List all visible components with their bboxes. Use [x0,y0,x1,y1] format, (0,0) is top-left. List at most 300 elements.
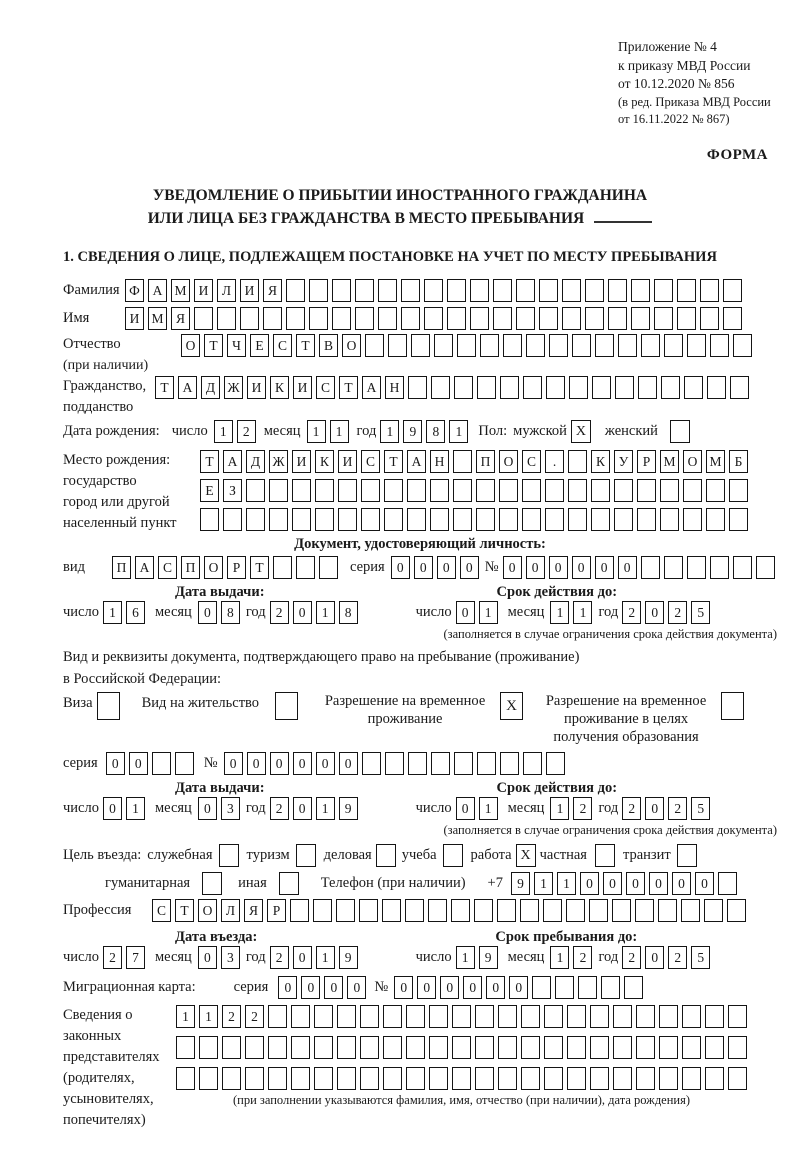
char-cell[interactable] [522,479,541,502]
char-cell[interactable] [569,376,588,399]
char-cell[interactable] [500,376,519,399]
char-cell[interactable] [319,556,338,579]
char-cell[interactable] [544,1036,563,1059]
char-cell[interactable] [516,279,535,302]
char-cell[interactable] [705,1067,724,1090]
char-cell[interactable] [710,556,729,579]
char-cell[interactable] [406,1067,425,1090]
char-cell[interactable] [637,479,656,502]
char-cell[interactable] [637,508,656,531]
char-cell[interactable]: 0 [549,556,568,579]
char-cell[interactable]: Т [200,450,219,473]
char-cell[interactable] [453,450,472,473]
char-cell[interactable]: Л [217,279,236,302]
char-cell[interactable] [499,479,518,502]
char-cell[interactable]: 0 [103,797,122,820]
char-cell[interactable] [682,1036,701,1059]
char-cell[interactable] [544,1067,563,1090]
char-cell[interactable] [457,334,476,357]
char-cell[interactable] [384,508,403,531]
char-cell[interactable] [493,279,512,302]
char-cell[interactable]: 1 [176,1005,195,1028]
char-cell[interactable]: Т [155,376,174,399]
char-cell[interactable]: Р [637,450,656,473]
char-cell[interactable] [424,307,443,330]
char-cell[interactable]: Б [729,450,748,473]
char-cell[interactable] [615,376,634,399]
char-cell[interactable]: И [125,307,144,330]
char-cell[interactable]: 0 [198,797,217,820]
char-cell[interactable]: 9 [403,420,422,443]
char-cell[interactable]: 0 [486,976,505,999]
char-cell[interactable] [608,307,627,330]
char-cell[interactable] [682,1067,701,1090]
char-cell[interactable] [362,752,381,775]
char-cell[interactable] [624,976,643,999]
char-cell[interactable] [407,479,426,502]
char-cell[interactable] [589,899,608,922]
char-cell[interactable] [337,1036,356,1059]
char-cell[interactable] [562,307,581,330]
char-cell[interactable] [567,1067,586,1090]
char-cell[interactable]: 2 [668,946,687,969]
char-cell[interactable]: П [112,556,131,579]
char-cell[interactable]: 1 [456,946,475,969]
char-cell[interactable]: 2 [270,946,289,969]
char-cell[interactable] [730,376,749,399]
char-cell[interactable] [337,1005,356,1028]
char-cell[interactable]: 0 [339,752,358,775]
char-cell[interactable]: 8 [339,601,358,624]
char-cell[interactable] [452,1005,471,1028]
char-cell[interactable] [590,1036,609,1059]
temp-residence-checkbox[interactable]: X [500,692,523,720]
char-cell[interactable] [200,508,219,531]
char-cell[interactable]: О [204,556,223,579]
char-cell[interactable]: З [223,479,242,502]
char-cell[interactable] [429,1005,448,1028]
char-cell[interactable] [728,1067,747,1090]
char-cell[interactable]: 1 [479,601,498,624]
char-cell[interactable]: Р [267,899,286,922]
char-cell[interactable] [700,307,719,330]
char-cell[interactable] [359,899,378,922]
char-cell[interactable] [176,1036,195,1059]
char-cell[interactable]: 1 [199,1005,218,1028]
char-cell[interactable] [638,376,657,399]
char-cell[interactable]: А [407,450,426,473]
char-cell[interactable] [631,307,650,330]
char-cell[interactable]: 2 [622,797,641,820]
char-cell[interactable]: С [273,334,292,357]
char-cell[interactable] [503,334,522,357]
char-cell[interactable]: 0 [324,976,343,999]
purpose-work-checkbox[interactable]: X [516,844,536,867]
char-cell[interactable]: 1 [330,420,349,443]
char-cell[interactable] [516,307,535,330]
char-cell[interactable]: 1 [550,946,569,969]
char-cell[interactable]: А [135,556,154,579]
char-cell[interactable]: Я [263,279,282,302]
char-cell[interactable] [332,307,351,330]
char-cell[interactable] [384,479,403,502]
char-cell[interactable]: Т [175,899,194,922]
char-cell[interactable]: Я [171,307,190,330]
char-cell[interactable] [546,752,565,775]
char-cell[interactable]: 0 [417,976,436,999]
char-cell[interactable] [562,279,581,302]
char-cell[interactable]: Ж [269,450,288,473]
char-cell[interactable]: 1 [380,420,399,443]
char-cell[interactable]: 2 [668,601,687,624]
char-cell[interactable]: 1 [479,797,498,820]
char-cell[interactable]: 0 [580,872,599,895]
char-cell[interactable]: 5 [691,797,710,820]
char-cell[interactable] [661,376,680,399]
char-cell[interactable] [613,1036,632,1059]
char-cell[interactable] [477,752,496,775]
char-cell[interactable] [378,307,397,330]
char-cell[interactable]: 2 [622,946,641,969]
char-cell[interactable] [405,899,424,922]
char-cell[interactable] [705,1036,724,1059]
char-cell[interactable]: Л [221,899,240,922]
char-cell[interactable] [401,279,420,302]
char-cell[interactable]: 0 [129,752,148,775]
purpose-tourism-checkbox[interactable] [296,844,316,867]
char-cell[interactable]: 0 [198,946,217,969]
char-cell[interactable] [687,556,706,579]
sex-female-checkbox[interactable] [670,420,690,443]
char-cell[interactable]: И [293,376,312,399]
char-cell[interactable]: 1 [103,601,122,624]
char-cell[interactable] [635,899,654,922]
char-cell[interactable] [613,1005,632,1028]
char-cell[interactable] [728,1036,747,1059]
sex-male-checkbox[interactable]: X [571,420,591,443]
char-cell[interactable] [429,1067,448,1090]
char-cell[interactable] [681,899,700,922]
char-cell[interactable] [522,508,541,531]
purpose-other-checkbox[interactable] [279,872,299,895]
char-cell[interactable] [309,279,328,302]
char-cell[interactable]: 1 [449,420,468,443]
char-cell[interactable] [729,479,748,502]
char-cell[interactable] [499,508,518,531]
char-cell[interactable] [659,1036,678,1059]
char-cell[interactable] [291,1036,310,1059]
char-cell[interactable] [292,479,311,502]
char-cell[interactable] [585,307,604,330]
char-cell[interactable]: 0 [572,556,591,579]
char-cell[interactable] [454,752,473,775]
char-cell[interactable] [385,752,404,775]
char-cell[interactable] [286,307,305,330]
char-cell[interactable] [539,279,558,302]
char-cell[interactable] [268,1005,287,1028]
char-cell[interactable]: 2 [573,946,592,969]
char-cell[interactable] [682,1005,701,1028]
char-cell[interactable] [654,307,673,330]
char-cell[interactable] [591,508,610,531]
char-cell[interactable]: У [614,450,633,473]
purpose-official-checkbox[interactable] [219,844,239,867]
char-cell[interactable] [705,1005,724,1028]
char-cell[interactable]: 1 [550,797,569,820]
char-cell[interactable] [636,1036,655,1059]
char-cell[interactable]: 0 [503,556,522,579]
char-cell[interactable]: 1 [316,797,335,820]
char-cell[interactable] [360,1036,379,1059]
char-cell[interactable]: К [270,376,289,399]
char-cell[interactable] [411,334,430,357]
char-cell[interactable] [601,976,620,999]
char-cell[interactable]: 0 [278,976,297,999]
char-cell[interactable]: 0 [270,752,289,775]
char-cell[interactable]: 0 [224,752,243,775]
char-cell[interactable]: О [198,899,217,922]
char-cell[interactable]: 8 [221,601,240,624]
char-cell[interactable]: . [545,450,564,473]
purpose-transit-checkbox[interactable] [677,844,697,867]
char-cell[interactable]: М [148,307,167,330]
char-cell[interactable] [313,899,332,922]
char-cell[interactable] [677,307,696,330]
char-cell[interactable] [497,899,516,922]
char-cell[interactable] [636,1067,655,1090]
char-cell[interactable] [664,556,683,579]
char-cell[interactable]: 0 [440,976,459,999]
char-cell[interactable]: 3 [221,946,240,969]
char-cell[interactable]: 0 [526,556,545,579]
char-cell[interactable]: 0 [649,872,668,895]
char-cell[interactable]: С [158,556,177,579]
char-cell[interactable] [641,556,660,579]
char-cell[interactable]: 0 [645,797,664,820]
char-cell[interactable]: 1 [316,601,335,624]
char-cell[interactable] [687,334,706,357]
char-cell[interactable] [383,1005,402,1028]
char-cell[interactable] [286,279,305,302]
char-cell[interactable]: 1 [214,420,233,443]
char-cell[interactable] [572,334,591,357]
char-cell[interactable]: Т [204,334,223,357]
char-cell[interactable] [315,508,334,531]
char-cell[interactable]: 1 [316,946,335,969]
char-cell[interactable] [480,334,499,357]
char-cell[interactable] [378,279,397,302]
char-cell[interactable] [314,1036,333,1059]
char-cell[interactable] [263,307,282,330]
char-cell[interactable] [477,376,496,399]
char-cell[interactable]: В [319,334,338,357]
char-cell[interactable]: Ч [227,334,246,357]
char-cell[interactable] [355,279,374,302]
char-cell[interactable]: М [706,450,725,473]
char-cell[interactable]: 2 [270,601,289,624]
char-cell[interactable]: 1 [573,601,592,624]
char-cell[interactable]: О [181,334,200,357]
char-cell[interactable]: И [240,279,259,302]
char-cell[interactable]: 1 [557,872,576,895]
char-cell[interactable]: 9 [339,797,358,820]
char-cell[interactable] [592,376,611,399]
char-cell[interactable]: 0 [247,752,266,775]
char-cell[interactable] [383,1036,402,1059]
char-cell[interactable] [704,899,723,922]
char-cell[interactable]: Ж [224,376,243,399]
char-cell[interactable] [733,334,752,357]
char-cell[interactable] [756,556,775,579]
char-cell[interactable] [291,1005,310,1028]
char-cell[interactable]: 0 [456,601,475,624]
char-cell[interactable]: И [292,450,311,473]
char-cell[interactable]: 0 [460,556,479,579]
char-cell[interactable]: 0 [595,556,614,579]
char-cell[interactable]: О [342,334,361,357]
char-cell[interactable]: А [178,376,197,399]
char-cell[interactable] [568,479,587,502]
char-cell[interactable]: 0 [618,556,637,579]
char-cell[interactable]: Н [430,450,449,473]
char-cell[interactable] [729,508,748,531]
char-cell[interactable] [453,479,472,502]
char-cell[interactable] [585,279,604,302]
char-cell[interactable] [684,376,703,399]
char-cell[interactable] [614,479,633,502]
char-cell[interactable]: Н [385,376,404,399]
char-cell[interactable]: 6 [126,601,145,624]
char-cell[interactable]: О [683,450,702,473]
char-cell[interactable]: 0 [437,556,456,579]
char-cell[interactable]: Т [296,334,315,357]
char-cell[interactable] [498,1067,517,1090]
char-cell[interactable] [383,1067,402,1090]
char-cell[interactable] [245,1067,264,1090]
residence-permit-checkbox[interactable] [275,692,298,720]
char-cell[interactable]: 0 [463,976,482,999]
char-cell[interactable]: 1 [307,420,326,443]
char-cell[interactable] [337,1067,356,1090]
char-cell[interactable] [549,334,568,357]
char-cell[interactable] [706,479,725,502]
char-cell[interactable] [613,1067,632,1090]
char-cell[interactable]: 5 [691,946,710,969]
char-cell[interactable] [636,1005,655,1028]
char-cell[interactable] [520,899,539,922]
char-cell[interactable] [660,508,679,531]
char-cell[interactable] [521,1036,540,1059]
char-cell[interactable]: 0 [414,556,433,579]
char-cell[interactable] [590,1067,609,1090]
char-cell[interactable] [677,279,696,302]
char-cell[interactable] [567,1005,586,1028]
char-cell[interactable] [475,1067,494,1090]
char-cell[interactable]: К [591,450,610,473]
char-cell[interactable] [365,334,384,357]
char-cell[interactable]: Е [250,334,269,357]
char-cell[interactable] [500,752,519,775]
char-cell[interactable]: И [338,450,357,473]
char-cell[interactable] [382,899,401,922]
char-cell[interactable] [727,899,746,922]
char-cell[interactable] [428,899,447,922]
char-cell[interactable] [152,752,171,775]
char-cell[interactable]: 9 [339,946,358,969]
char-cell[interactable] [451,899,470,922]
char-cell[interactable] [360,1067,379,1090]
char-cell[interactable]: 0 [626,872,645,895]
char-cell[interactable] [292,508,311,531]
char-cell[interactable] [291,1067,310,1090]
char-cell[interactable]: С [316,376,335,399]
char-cell[interactable] [498,1036,517,1059]
char-cell[interactable] [408,752,427,775]
char-cell[interactable] [424,279,443,302]
char-cell[interactable] [332,279,351,302]
char-cell[interactable] [660,479,679,502]
char-cell[interactable] [658,899,677,922]
char-cell[interactable]: 1 [550,601,569,624]
char-cell[interactable] [543,899,562,922]
char-cell[interactable]: 0 [293,797,312,820]
char-cell[interactable] [401,307,420,330]
char-cell[interactable] [217,307,236,330]
char-cell[interactable] [659,1005,678,1028]
char-cell[interactable] [222,1067,241,1090]
char-cell[interactable] [618,334,637,357]
char-cell[interactable]: 0 [293,752,312,775]
char-cell[interactable] [470,307,489,330]
char-cell[interactable]: 0 [347,976,366,999]
char-cell[interactable] [222,1036,241,1059]
char-cell[interactable] [452,1036,471,1059]
char-cell[interactable]: 2 [222,1005,241,1028]
char-cell[interactable] [434,334,453,357]
char-cell[interactable]: 1 [534,872,553,895]
char-cell[interactable] [268,1067,287,1090]
char-cell[interactable] [733,556,752,579]
char-cell[interactable] [654,279,673,302]
purpose-private-checkbox[interactable] [595,844,615,867]
char-cell[interactable]: 0 [293,601,312,624]
char-cell[interactable] [246,508,265,531]
char-cell[interactable]: 2 [622,601,641,624]
char-cell[interactable]: С [152,899,171,922]
char-cell[interactable]: Д [246,450,265,473]
char-cell[interactable] [470,279,489,302]
char-cell[interactable] [176,1067,195,1090]
char-cell[interactable]: 0 [198,601,217,624]
char-cell[interactable]: 2 [270,797,289,820]
char-cell[interactable] [608,279,627,302]
char-cell[interactable] [707,376,726,399]
char-cell[interactable] [614,508,633,531]
char-cell[interactable]: 9 [479,946,498,969]
char-cell[interactable] [578,976,597,999]
char-cell[interactable] [546,376,565,399]
char-cell[interactable] [631,279,650,302]
char-cell[interactable] [269,479,288,502]
char-cell[interactable]: С [522,450,541,473]
char-cell[interactable] [194,307,213,330]
char-cell[interactable] [290,899,309,922]
char-cell[interactable]: 2 [103,946,122,969]
char-cell[interactable] [268,1036,287,1059]
purpose-business-checkbox[interactable] [376,844,396,867]
char-cell[interactable] [447,279,466,302]
char-cell[interactable] [568,508,587,531]
